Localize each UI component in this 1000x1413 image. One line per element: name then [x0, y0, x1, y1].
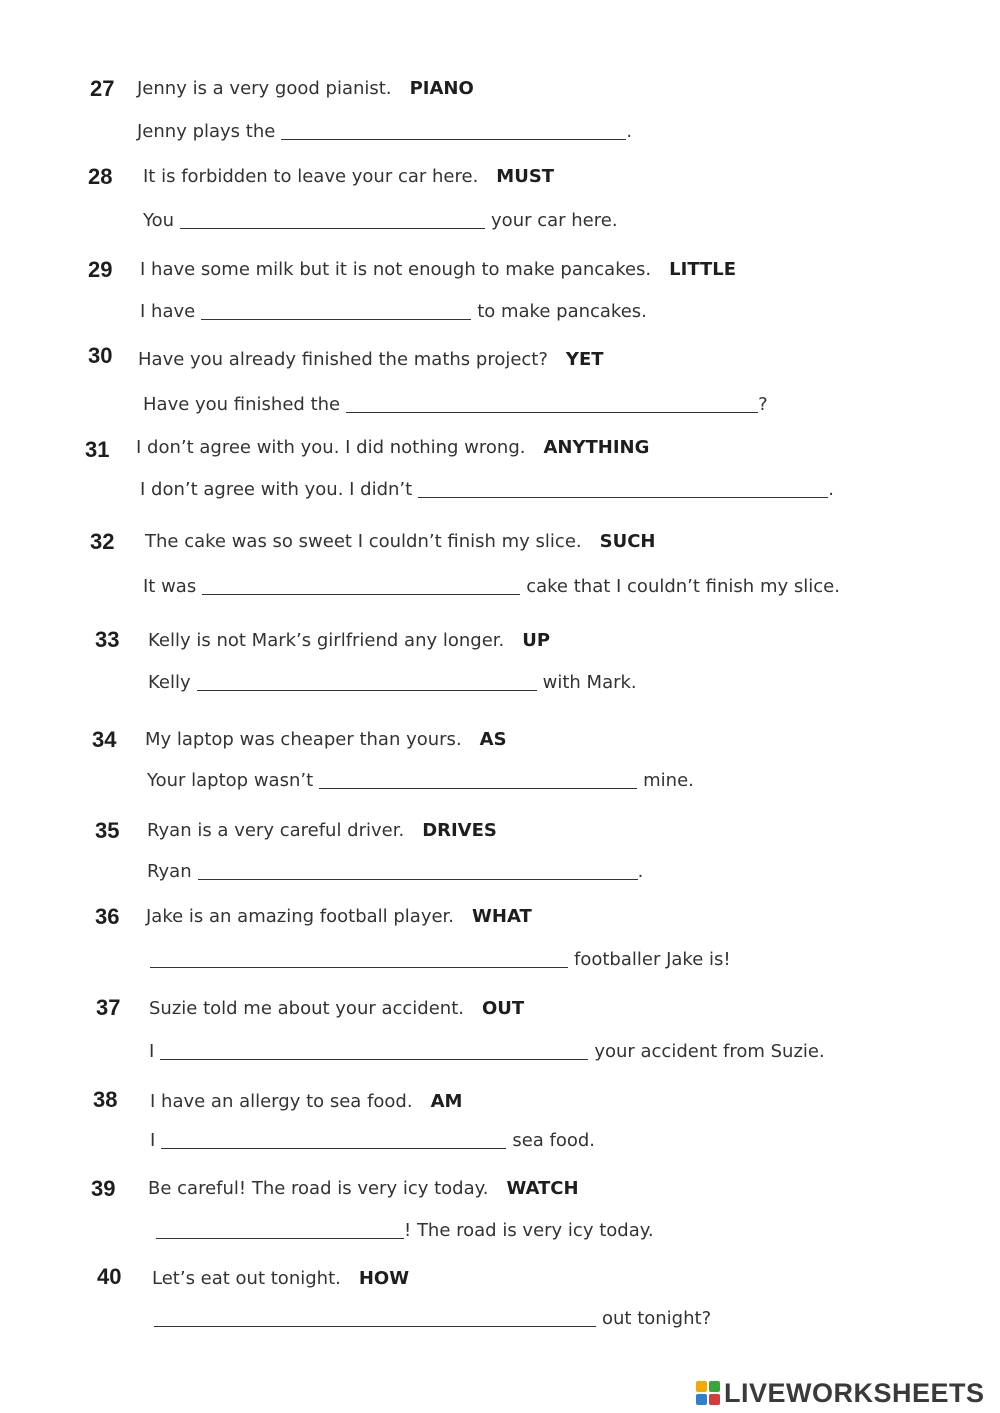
rewrite-end: cake that I couldn’t finish my slice.: [526, 576, 840, 597]
keyword: ANYTHING: [543, 437, 650, 458]
rewrite-end: .: [828, 479, 834, 500]
rewrite-line: [140, 301, 647, 322]
keyword: DRIVES: [422, 820, 497, 841]
rewrite-end: footballer Jake is!: [574, 949, 731, 970]
rewrite-line: [143, 576, 840, 597]
rewrite-end: ?: [758, 394, 768, 415]
answer-blank[interactable]: [197, 672, 537, 691]
sentence-text: It is forbidden to leave your car here.: [143, 166, 479, 187]
rewrite-line: [143, 394, 768, 415]
item-number: 27: [90, 76, 115, 101]
rewrite-end: to make pancakes.: [477, 301, 647, 322]
item-number: 31: [85, 437, 110, 462]
item-number: 33: [95, 627, 120, 652]
keyword: OUT: [482, 998, 525, 1019]
rewrite-start: Ryan: [147, 861, 192, 882]
answer-blank[interactable]: [180, 210, 485, 229]
rewrite-end: .: [626, 121, 633, 142]
item-number: 36: [95, 904, 120, 929]
rewrite-start: I: [150, 1130, 156, 1151]
sentence-text: Jake is an amazing football player.: [146, 906, 455, 927]
rewrite-end: mine.: [643, 770, 694, 791]
rewrite-line: [140, 479, 834, 500]
rewrite-start: It was: [143, 576, 197, 597]
item-number: 37: [96, 995, 121, 1020]
sentence-text: Ryan is a very careful driver.: [147, 820, 405, 841]
item-number: 39: [91, 1176, 116, 1201]
rewrite-start: Jenny plays the: [137, 121, 276, 142]
item-number: 28: [88, 164, 113, 189]
original-sentence: [150, 1091, 462, 1112]
rewrite-line: [147, 861, 643, 882]
sentence-text: The cake was so sweet I couldn’t finish my slice.: [145, 531, 582, 552]
original-sentence: [140, 259, 736, 280]
rewrite-end: with Mark.: [542, 672, 637, 693]
original-sentence: [146, 906, 532, 927]
original-sentence: [147, 820, 497, 841]
rewrite-start: Your laptop wasn’t: [147, 770, 314, 791]
keyword: UP: [522, 630, 551, 651]
answer-blank[interactable]: [198, 861, 638, 880]
answer-blank[interactable]: [161, 1130, 506, 1149]
rewrite-start: You: [143, 210, 175, 231]
original-sentence: [149, 998, 524, 1019]
answer-blank[interactable]: [281, 121, 626, 140]
rewrite-start: I: [149, 1041, 155, 1062]
rewrite-end: your car here.: [491, 210, 618, 231]
original-sentence: [148, 630, 550, 651]
item-number: 38: [93, 1087, 118, 1112]
rewrite-start: Have you finished the: [143, 394, 341, 415]
keyword: YET: [565, 349, 604, 370]
original-sentence: [136, 437, 649, 458]
original-sentence: [137, 78, 474, 99]
original-sentence: [143, 166, 554, 187]
rewrite-end: your accident from Suzie.: [594, 1041, 825, 1062]
sentence-text: Be careful! The road is very icy today.: [148, 1178, 489, 1199]
original-sentence: [148, 1178, 579, 1199]
item-number: 32: [90, 529, 115, 554]
rewrite-end: sea food.: [512, 1130, 596, 1151]
logo-grid-icon: [696, 1381, 720, 1405]
item-number: 40: [97, 1264, 122, 1289]
item-number: 30: [88, 343, 113, 368]
rewrite-line: [150, 1130, 595, 1151]
answer-blank[interactable]: [418, 479, 828, 498]
keyword: AM: [430, 1091, 463, 1112]
keyword: MUST: [496, 166, 555, 187]
answer-blank[interactable]: [346, 394, 758, 413]
rewrite-line: [147, 770, 694, 791]
sentence-text: Kelly is not Mark’s girlfriend any longer.: [148, 630, 505, 651]
original-sentence: [145, 729, 507, 750]
rewrite-line: [154, 1308, 711, 1329]
logo-text: LIVEWORKSHEETS: [724, 1377, 985, 1408]
sentence-text: Jenny is a very good pianist.: [137, 78, 392, 99]
item-number: 29: [88, 257, 113, 282]
rewrite-line: [156, 1220, 654, 1241]
keyword: WATCH: [506, 1178, 579, 1199]
item-number: 35: [95, 818, 120, 843]
sentence-text: I don’t agree with you. I did nothing wrong.: [136, 437, 526, 458]
keyword: PIANO: [409, 78, 474, 99]
answer-blank[interactable]: [160, 1041, 588, 1060]
rewrite-end: out tonight?: [602, 1308, 712, 1329]
rewrite-line: [150, 949, 731, 970]
rewrite-line: [149, 1041, 825, 1062]
answer-blank[interactable]: [202, 576, 520, 595]
answer-blank[interactable]: [201, 301, 471, 320]
rewrite-end: .: [637, 861, 644, 882]
item-number: 34: [92, 727, 117, 752]
original-sentence: [138, 349, 604, 370]
keyword: AS: [479, 729, 507, 750]
sentence-text: I have an allergy to sea food.: [150, 1091, 413, 1112]
answer-blank[interactable]: [150, 949, 568, 968]
sentence-text: Have you already finished the maths project?: [138, 349, 548, 370]
sentence-text: My laptop was cheaper than yours.: [145, 729, 462, 750]
sentence-text: I have some milk but it is not enough to make pancakes.: [140, 259, 652, 280]
rewrite-start: I don’t agree with you. I didn’t: [140, 479, 413, 500]
rewrite-start: Kelly: [148, 672, 191, 693]
sentence-text: Suzie told me about your accident.: [149, 998, 464, 1019]
keyword: HOW: [358, 1268, 410, 1289]
rewrite-line: [148, 672, 637, 693]
sentence-text: Let’s eat out tonight.: [152, 1268, 341, 1289]
keyword: SUCH: [599, 531, 656, 552]
rewrite-line: [137, 121, 632, 142]
answer-blank[interactable]: [154, 1308, 596, 1327]
original-sentence: [152, 1268, 409, 1289]
rewrite-line: [143, 210, 618, 231]
original-sentence: [145, 531, 655, 552]
rewrite-end: ! The road is very icy today.: [404, 1220, 654, 1241]
rewrite-start: I have: [140, 301, 196, 322]
liveworksheets-logo: [696, 1378, 985, 1408]
answer-blank[interactable]: [156, 1220, 404, 1239]
keyword: LITTLE: [669, 259, 737, 280]
answer-blank[interactable]: [319, 770, 637, 789]
keyword: WHAT: [472, 906, 532, 927]
